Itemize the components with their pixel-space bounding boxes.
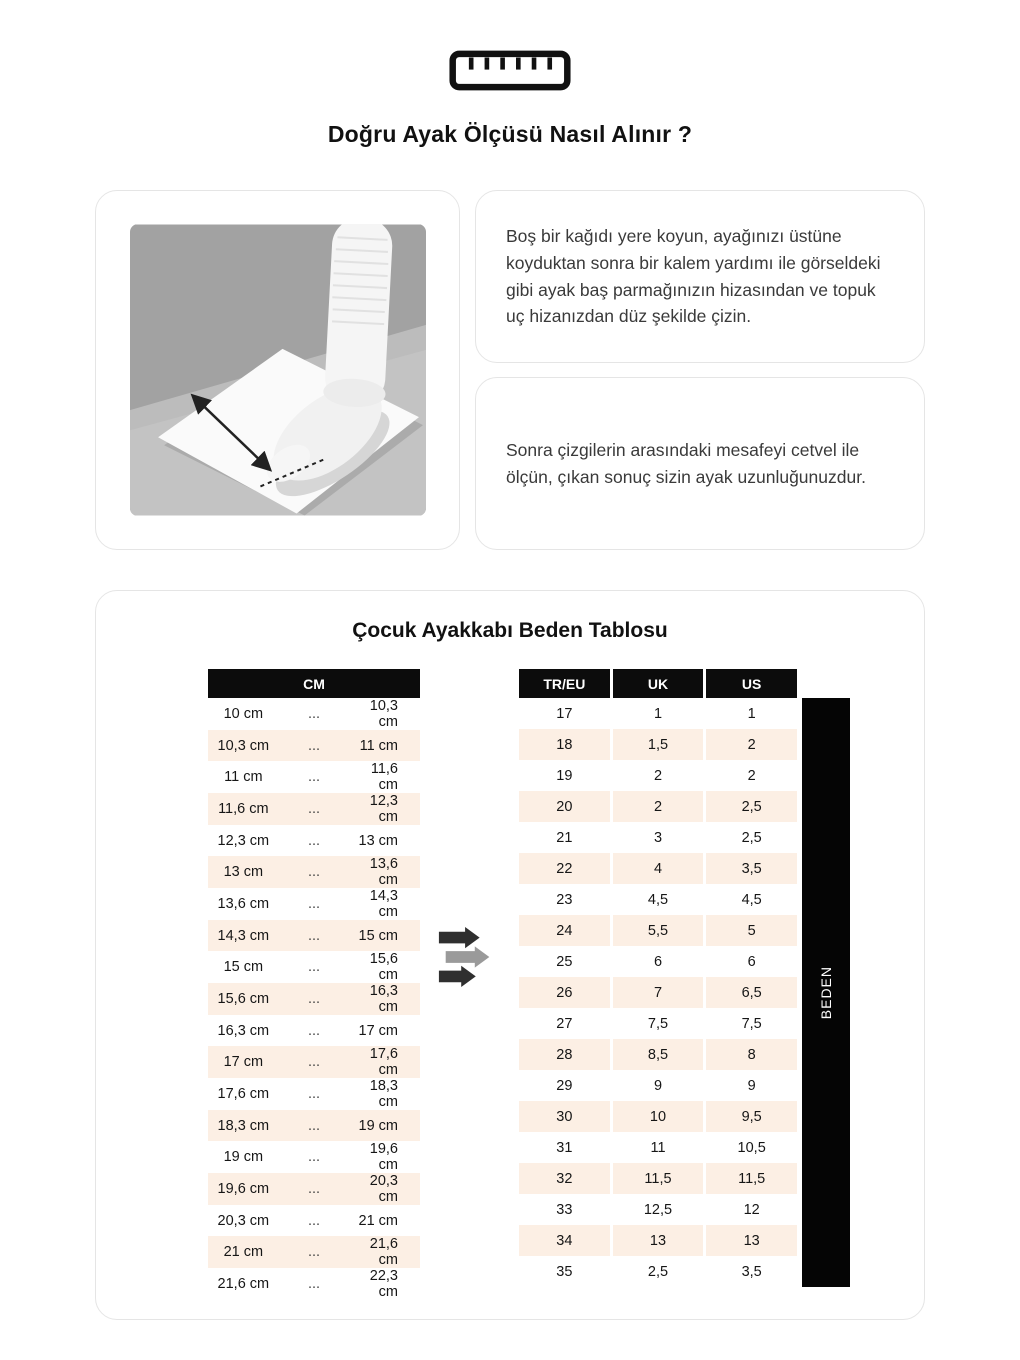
cm-to: 11 cm: [349, 730, 420, 761]
size-cell: 17: [556, 705, 573, 722]
cm-dots: ...: [307, 1276, 321, 1292]
cm-from: 17 cm: [208, 1046, 279, 1078]
size-table-row: [519, 853, 797, 884]
cm-from: 13,6 cm: [217, 896, 270, 912]
size-cell: 7: [613, 977, 704, 1008]
cm-dots: ...: [279, 730, 350, 761]
size-cell: 20: [519, 791, 610, 822]
cm-from: 11,6 cm: [208, 793, 279, 825]
cm-to: 20,3 cm: [349, 1173, 420, 1205]
size-cell: 27: [556, 1015, 573, 1032]
cm-from: 15 cm: [223, 959, 264, 975]
page-title: Doğru Ayak Ölçüsü Nasıl Alınır ?: [327, 121, 693, 147]
size-cell: 24: [519, 915, 610, 946]
cm-from: 19 cm: [223, 1149, 264, 1165]
cm-to: 21,6 cm: [349, 1236, 420, 1268]
size-table-row: [519, 884, 797, 915]
cm-from: 13 cm: [208, 856, 279, 888]
size-cell: 1: [747, 705, 756, 722]
size-cell: 13: [613, 1225, 704, 1256]
cm-dots: ...: [307, 1022, 321, 1039]
cm-to: 18,3 cm: [369, 1078, 398, 1110]
cm-table-row: [208, 698, 420, 730]
size-cell: 12,5: [643, 1201, 673, 1218]
size-table-row: [519, 1256, 797, 1287]
cm-to: 21 cm: [358, 1212, 398, 1229]
cm-table-row: [208, 1015, 420, 1046]
size-table-row: [519, 977, 797, 1008]
cm-table-row: [208, 888, 420, 920]
size-cell: 18: [519, 729, 610, 760]
foot-measurement-photo-card: [95, 190, 460, 550]
instruction-section: [95, 190, 925, 550]
cm-to: 13,6 cm: [349, 856, 420, 888]
size-table-row: [519, 1070, 797, 1101]
cm-from: 11 cm: [224, 769, 263, 785]
cm-table-row: [208, 983, 420, 1015]
cm-from: 15,6 cm: [208, 983, 279, 1015]
cm-to: 22,3 cm: [369, 1268, 398, 1300]
cm-table: [208, 669, 420, 1300]
size-cell: 1,5: [613, 729, 704, 760]
instruction-card-2: [475, 377, 925, 550]
cm-table-row: [208, 1268, 420, 1300]
cm-from: 10,3 cm: [208, 730, 279, 761]
cm-dots: ...: [307, 769, 321, 785]
size-cell: 1: [653, 705, 663, 722]
size-cell: 2: [653, 767, 663, 784]
cm-from: 19,6 cm: [208, 1173, 279, 1205]
size-cell: 30: [519, 1101, 610, 1132]
size-table: [516, 669, 800, 1287]
cm-to: 19,6 cm: [369, 1141, 398, 1173]
foot-measurement-photo: [130, 224, 426, 516]
size-tables: [208, 669, 924, 1300]
instruction-card-1: [475, 190, 925, 363]
size-cell: 26: [519, 977, 610, 1008]
size-table-row: [519, 760, 797, 791]
cm-to: 13 cm: [358, 832, 398, 849]
size-cell: 4,5: [647, 891, 669, 908]
cm-dots: ...: [279, 1046, 350, 1078]
transfer-arrows-icon: [420, 925, 516, 989]
size-cell: 4,5: [741, 891, 762, 908]
cm-table-row: [208, 1205, 420, 1236]
size-cell: 2,5: [706, 791, 797, 822]
cm-table-body: [208, 698, 420, 1300]
size-cell: 8,5: [613, 1039, 704, 1070]
size-cell: 5: [706, 915, 797, 946]
cm-dots: ...: [307, 959, 321, 975]
instruction-step-2: Sonra çizgilerin arasındaki mesafeyi cetvel ile ölçün, çıkan sonuç sizin ayak uzunluğunuzdur.: [506, 439, 866, 487]
size-cell: 2: [613, 791, 704, 822]
cm-dots: ...: [307, 832, 321, 849]
size-cell: 5,5: [613, 915, 704, 946]
cm-to: 10,3 cm: [369, 698, 398, 730]
cm-to: 17,6 cm: [349, 1046, 420, 1078]
size-cell: 11,5: [706, 1163, 797, 1194]
size-cell: 6: [747, 953, 756, 970]
size-cell: 25: [556, 953, 573, 970]
cm-dots: ...: [279, 983, 350, 1015]
cm-to: 17 cm: [358, 1022, 398, 1039]
size-cell: 9: [747, 1077, 756, 1094]
size-table-header-row: [519, 669, 797, 698]
size-cell: 2,5: [741, 829, 762, 846]
cm-dots: ...: [279, 1236, 350, 1268]
cm-table-row: [208, 793, 420, 825]
size-cell: 9,5: [706, 1101, 797, 1132]
size-table-title: Çocuk Ayakkabı Beden Tablosu: [352, 619, 668, 642]
size-cell: 2,5: [647, 1263, 669, 1280]
size-cell: 7,5: [647, 1015, 669, 1032]
cm-from: 20,3 cm: [217, 1212, 270, 1229]
size-cell: 11: [650, 1139, 666, 1156]
size-cell: 33: [556, 1201, 573, 1218]
size-table-row: [519, 1101, 797, 1132]
size-header-cell: TR/EU: [519, 669, 610, 698]
cm-table-row: [208, 1046, 420, 1078]
cm-to: 15,6 cm: [369, 951, 398, 983]
cm-table-row: [208, 1110, 420, 1141]
cm-header-cell: CM: [208, 669, 420, 698]
cm-table-row: [208, 920, 420, 951]
size-cell: 13: [706, 1225, 797, 1256]
cm-dots: ...: [279, 856, 350, 888]
size-table-row: [519, 1132, 797, 1163]
size-cell: 12: [743, 1201, 760, 1218]
cm-table-row: [208, 1078, 420, 1110]
cm-table-row: [208, 1173, 420, 1205]
cm-dots: ...: [307, 896, 321, 912]
cm-table-row: [208, 1236, 420, 1268]
cm-dots: ...: [279, 1173, 350, 1205]
size-cell: 10: [613, 1101, 704, 1132]
size-table-row: [519, 822, 797, 853]
size-table-row: [519, 1194, 797, 1225]
cm-to: 16,3 cm: [349, 983, 420, 1015]
cm-table-row: [208, 1141, 420, 1173]
size-table-row: [519, 946, 797, 977]
beden-side-bar: [802, 698, 850, 1287]
ruler-icon: [0, 0, 1020, 91]
instruction-step-1: Boş bir kağıdı yere koyun, ayağınızı üstüne koyduktan sonra bir kalem yardımı ile görseldeki gibi ayak baş parmağınızın hizasından ve topuk uç hizanızdan düz şekilde çizin.: [506, 226, 881, 327]
size-cell: 34: [519, 1225, 610, 1256]
cm-table-row: [208, 761, 420, 793]
size-header-cell: UK: [613, 669, 704, 698]
size-table-row: [519, 1039, 797, 1070]
cm-to: 12,3 cm: [349, 793, 420, 825]
cm-to: 11,6 cm: [370, 761, 398, 793]
size-cell: 21: [556, 829, 573, 846]
size-cell: 3: [653, 829, 663, 846]
cm-table-row: [208, 856, 420, 888]
size-cell: 4: [613, 853, 704, 884]
cm-table-header-row: [208, 669, 420, 698]
size-header-cell: US: [706, 669, 797, 698]
cm-table-row: [208, 825, 420, 856]
cm-from: 12,3 cm: [217, 832, 270, 849]
instruction-cards: [475, 190, 925, 550]
size-table-row: [519, 915, 797, 946]
cm-table-row: [208, 730, 420, 761]
size-cell: 6,5: [706, 977, 797, 1008]
cm-to: 14,3 cm: [369, 888, 398, 920]
size-table-body: [519, 698, 797, 1287]
size-table-row: [519, 1163, 797, 1194]
cm-from: 17,6 cm: [217, 1086, 270, 1102]
size-cell: 3,5: [706, 853, 797, 884]
size-cell: 2: [706, 729, 797, 760]
size-table-row: [519, 791, 797, 822]
size-cell: 11,5: [613, 1163, 704, 1194]
beden-side-label: BEDEN: [818, 965, 834, 1020]
size-cell: 3,5: [741, 1263, 762, 1280]
size-table-row: [519, 1008, 797, 1039]
cm-dots: ...: [279, 1110, 350, 1141]
size-cell: 29: [556, 1077, 573, 1094]
cm-from: 18,3 cm: [208, 1110, 279, 1141]
size-table-row: [519, 1225, 797, 1256]
cm-from: 21 cm: [208, 1236, 279, 1268]
cm-to: 19 cm: [349, 1110, 420, 1141]
size-cell: 9: [653, 1077, 663, 1094]
cm-dots: ...: [279, 920, 350, 951]
cm-from: 16,3 cm: [217, 1022, 270, 1039]
size-table-row: [519, 729, 797, 760]
cm-table-row: [208, 951, 420, 983]
size-cell: 23: [556, 891, 573, 908]
cm-dots: ...: [307, 706, 321, 722]
cm-from: 21,6 cm: [217, 1276, 270, 1292]
cm-dots: ...: [307, 1086, 321, 1102]
cm-dots: ...: [307, 1212, 321, 1229]
size-cell: 35: [556, 1263, 573, 1280]
size-cell: 2: [747, 767, 756, 784]
size-cell: 19: [556, 767, 573, 784]
size-cell: 32: [519, 1163, 610, 1194]
cm-from: 14,3 cm: [208, 920, 279, 951]
cm-from: 10 cm: [223, 706, 264, 722]
cm-dots: ...: [279, 793, 350, 825]
size-cell: 8: [706, 1039, 797, 1070]
size-cell: 28: [519, 1039, 610, 1070]
cm-to: 15 cm: [349, 920, 420, 951]
size-table-card: [95, 590, 925, 1320]
size-cell: 22: [519, 853, 610, 884]
size-cell: 6: [653, 953, 663, 970]
cm-dots: ...: [307, 1149, 321, 1165]
size-cell: 7,5: [741, 1015, 762, 1032]
size-cell: 10,5: [737, 1139, 766, 1156]
size-table-row: [519, 698, 797, 729]
size-cell: 31: [556, 1139, 573, 1156]
